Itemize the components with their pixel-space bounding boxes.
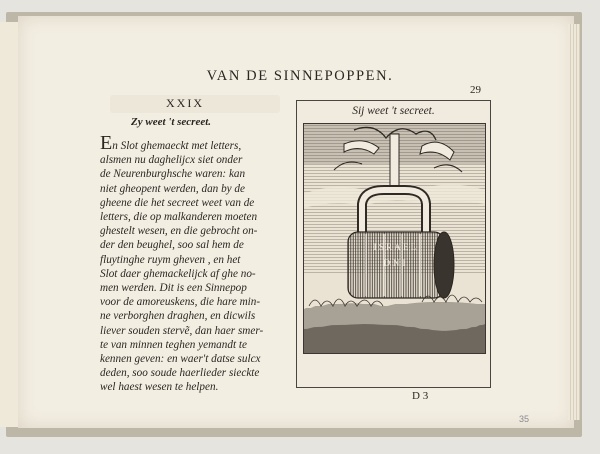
text-line: de Neurenburghsche waren: kan bbox=[100, 168, 246, 181]
text-line: kennen geven: en waer't datse sulcx bbox=[100, 353, 261, 366]
drop-cap: E bbox=[100, 132, 113, 154]
text-line: liever souden stervẽ, dan haer smer- bbox=[100, 324, 264, 337]
pencil-annotation: 35 bbox=[519, 414, 530, 424]
page-stack-edge bbox=[568, 24, 580, 420]
text-line: fluytinghe ruym gheven , en het bbox=[100, 253, 241, 266]
text-line: En Slot ghemaeckt met letters, bbox=[100, 132, 242, 154]
text-line: alsmen nu daghelijcx siet onder bbox=[100, 154, 243, 167]
text-line: der den beughel, soo sal hem de bbox=[100, 239, 244, 252]
text-line: te van minnen teghen yemandt te bbox=[100, 338, 247, 351]
text-line: voor de amoreuskens, die hare min- bbox=[100, 296, 261, 309]
plate-motto: Sij weet 't secreet. bbox=[352, 105, 435, 117]
emblem-text bbox=[100, 132, 290, 395]
text-line: gheene die het secreet weet van de bbox=[100, 196, 255, 209]
text-line: wel haest wesen te helpen. bbox=[100, 381, 219, 394]
text-line: Slot daer ghemackelijck af ghe no- bbox=[100, 267, 256, 280]
text-line: ne verborghen draghen, en dicwils bbox=[100, 310, 256, 323]
text-line: deden, soo soude haerlieder sieckte bbox=[100, 367, 260, 380]
emblem-number: XXIX bbox=[166, 96, 204, 110]
running-head: VAN DE SINNEPOPPEN. bbox=[206, 68, 394, 84]
text-line: letters, die op malkanderen moeten bbox=[100, 211, 258, 224]
emblem-motto: Zy weet 't secreet. bbox=[131, 116, 212, 128]
engraving-illustration bbox=[303, 123, 486, 354]
lock-letters-top: ISRAEL bbox=[373, 242, 419, 252]
page-number: 29 bbox=[470, 84, 481, 96]
text-line: ghestelt wesen, en die gebrocht on- bbox=[100, 225, 258, 238]
text-line: niet gheopent werden, dan by de bbox=[100, 182, 245, 195]
lock-letters-bottom: DNI bbox=[383, 258, 409, 268]
text-line: men werden. Dit is een Sinnepop bbox=[100, 282, 247, 295]
signature-mark: D 3 bbox=[412, 390, 429, 402]
engraving-plate bbox=[296, 100, 491, 388]
